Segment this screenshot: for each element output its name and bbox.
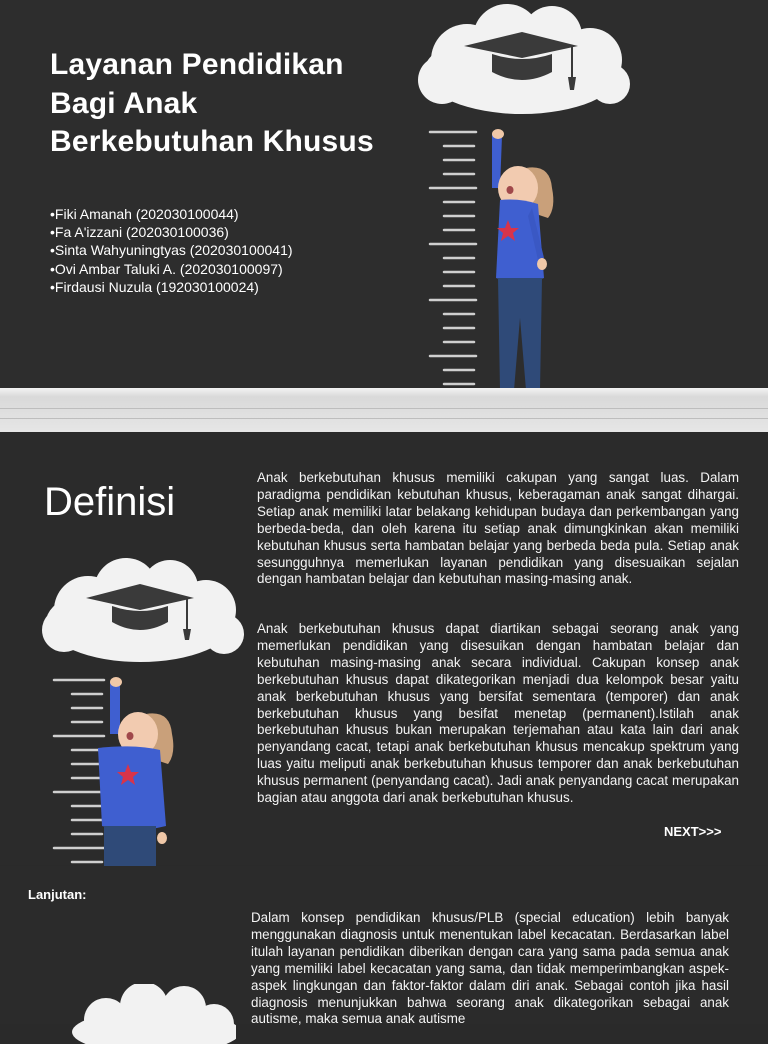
member-item: •Ovi Ambar Taluki A. (202030100097) [50, 260, 283, 277]
member-item: •Sinta Wahyuningtyas (202030100041) [50, 242, 293, 259]
cloud-graduation-cap-illustration [412, 2, 634, 126]
title-line-1: Layanan Pendidikan [50, 48, 344, 81]
presentation-title [50, 46, 410, 162]
child-illustration [94, 676, 184, 866]
title-line-3: Berkebutuhan Khusus [50, 125, 374, 158]
slide-title [0, 0, 768, 432]
child-illustration [470, 128, 566, 424]
member-list [50, 205, 293, 296]
member-item: •Firdausi Nuzula (192030100024) [50, 278, 259, 295]
cloud-illustration [66, 984, 236, 1044]
cloud-graduation-cap-illustration [36, 554, 246, 674]
slide-heading-lanjutan: Lanjutan: [28, 887, 87, 902]
member-item: •Fa A'izzani (202030100036) [50, 224, 229, 241]
slide-title-definisi: Definisi [44, 480, 176, 524]
floor [0, 388, 768, 432]
definition-paragraph-2: Anak berkebutuhan khusus dapat diartikan sebagai seorang anak yang memerlukan pendidikan yang disesuikan dengan hambatan belajar dan kebutuhan masing-masing anak secara individual. Cakupan konsep anak berkebutuhan khusus dapat dikategorikan menjadi dua kelompok besar yaitu anak berkebutuhan khusus yang bersifat sementara (temporer) dan anak berkebutuhan khusus yang besifat menetap (permanent).Istilah anak berkebutuhan khusus bukan merupakan terjemahan atau kata lain dari anak penyandang cacat, tetapi anak berkebutuhan khusus mencakup spektrum yang luas yaitu meliputi anak berkebutuhan khusus temporer dan anak berkebutuhan khusus permanent (penyandang cacat). Jadi anak penyandang cacat merupakan bagian atau anggota dari anak berkebutuhan khusus. [257, 621, 739, 806]
title-line-2: Bagi Anak [50, 86, 198, 120]
member-item: •Fiki Amanah (202030100044) [50, 206, 239, 222]
lanjutan-paragraph: Dalam konsep pendidikan khusus/PLB (special education) lebih banyak menggunakan diagnosis untuk menentukan label kecacatan. Berdasarkan label itulah layanan pendidikan diberikan dengan cara yang sama pada semua anak yang memiliki label kecacatan yang sama, dan tidak memperimbangkan aspek-aspek lingkungan dan faktor-faktor dalam diri anak. Sebagai contoh jika hasil diagnosis menunjukkan bahwa seorang anak dikategorikan sebagai anak autisme, maka semua anak autisme [251, 910, 729, 1027]
next-link[interactable]: NEXT>>> [664, 824, 722, 839]
definition-paragraph-1: Anak berkebutuhan khusus memiliki cakupan yang sangat luas. Dalam paradigma pendidikan kebutuhan khusus, keberagaman anak sangat dihargai. Setiap anak memiliki latar belakang kehidupan budaya dan perkembangan yang berbeda-beda, dan oleh karena itu setiap anak dimungkinkan akan memiliki kebutuhan khusus serta hambatan belajar yang berbeda beda pula. Setiap anak sesungguhnya memerlukan layanan pendidikan yang disesuaikan sejalan dengan hambatan belajar dan kebutuhan masing-masing anak. [257, 470, 739, 587]
